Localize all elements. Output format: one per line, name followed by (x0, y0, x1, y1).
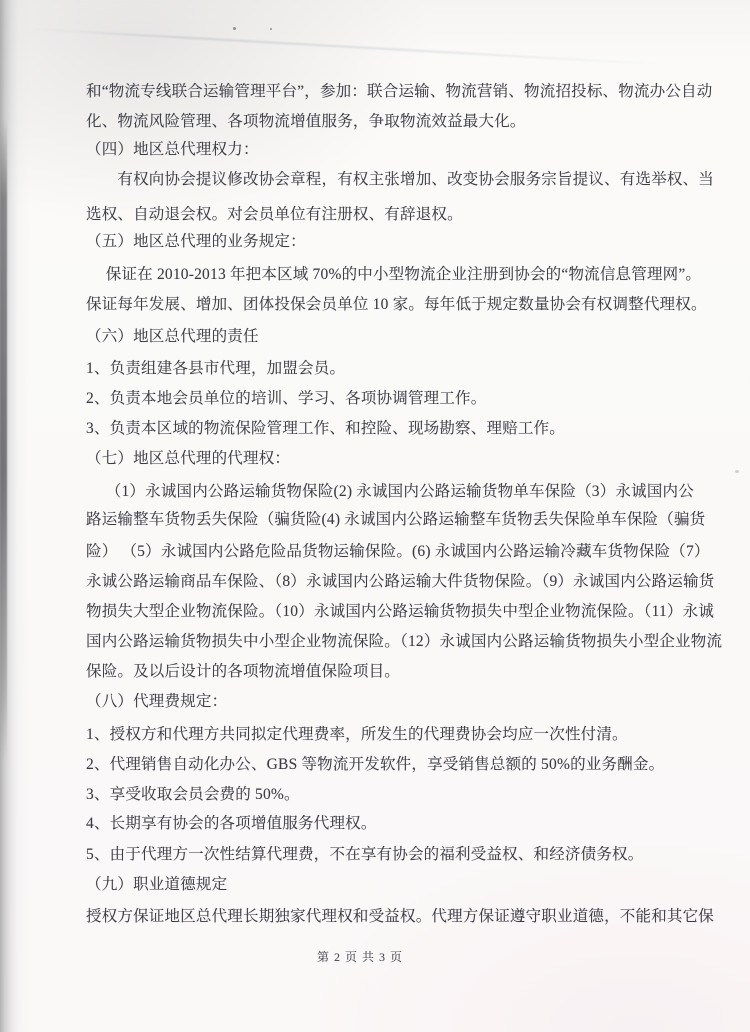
document-line: （1）永诚国内公路运输货物保险(2) 永诚国内公路运输货物单车保险（3）永诚国内公 (86, 483, 694, 500)
document-line: 3、享受收取会员会费的 50%。 (86, 786, 300, 803)
document-line: （六）地区总代理的责任 (86, 328, 259, 345)
page-number-footer: 第 2 页 共 3 页 (316, 950, 403, 964)
document-line: （四）地区总代理权力： (86, 141, 259, 158)
document-line: 有权向协会提议修改协会章程，有权主张增加、改变协会服务宗旨提议、有选举权、当 (86, 171, 715, 188)
document-line: 保险。及以后设计的各项物流增值保险项目。 (86, 663, 401, 680)
document-line: 3、负责本区域的物流保险管理工作、和控险、现场勘察、理赔工作。 (86, 420, 565, 437)
document-line: 授权方保证地区总代理长期独家代理权和受益权。代理方保证遵守职业道德，不能和其它保 (86, 908, 715, 925)
document-line: 5、由于代理方一次性结算代理费，不在享有协会的福利受益权、和经济债务权。 (86, 846, 644, 863)
document-line: 路运输整车货物丢失保险（骗货险(4) 永诚国内公路运输整车货物丢失保险单车保险（骗货 (86, 511, 706, 528)
document-line: 选权、自动退会权。对会员单位有注册权、有辞退权。 (86, 206, 463, 223)
document-line: （七）地区总代理的代理权： (86, 450, 291, 467)
document-line: 保证每年发展、增加、团体投保会员单位 10 家。每年低于规定数量协会有权调整代理权。 (86, 296, 707, 313)
document-line: 化、物流风险管理、各项物流增值服务，争取物流效益最大化。 (86, 113, 526, 130)
document-line: 永诚公路运输商品车保险、（8）永诚国内公路运输大件货物保险。（9）永诚国内公路运输货 (86, 573, 715, 590)
document-line: 4、长期享有协会的各项增值服务代理权。 (86, 815, 377, 832)
document-line: 险） （5）永诚国内公路危险品货物运输保险。(6) 永诚国内公路运输冷藏车货物保险（7） (86, 543, 710, 560)
document-line: 和“物流专线联合运输管理平台”，参加：联合运输、物流营销、物流招投标、物流办公自动 (86, 83, 713, 100)
document-line: 保证在 2010-2013 年把本区域 70%的中小型物流企业注册到协会的“物流信息管理网”。 (86, 266, 702, 283)
document-line: （五）地区总代理的业务规定： (86, 233, 306, 250)
document-line: 2、代理销售自动化办公、GBS 等物流开发软件，享受销售总额的 50%的业务酬金。 (86, 756, 665, 773)
document-line: 物损失大型企业物流保险。（10）永诚国内公路运输货物损失中型企业物流保险。（11）永诚 (86, 603, 715, 620)
document-line: 1、授权方和代理方共同拟定代理费率，所发生的代理费协会均应一次性付清。 (86, 726, 628, 743)
document-line: （八）代理费规定： (86, 693, 228, 710)
document-line: 国内公路运输货物损失中小型企业物流保险。（12）永诚国内公路运输货物损失小型企业物流 (86, 633, 723, 650)
document-line: （九）职业道德规定 (86, 876, 228, 893)
document-line: 1、负责组建各县市代理，加盟会员。 (86, 360, 346, 377)
document-line: 2、负责本地会员单位的培训、学习、各项协调管理工作。 (86, 390, 487, 407)
